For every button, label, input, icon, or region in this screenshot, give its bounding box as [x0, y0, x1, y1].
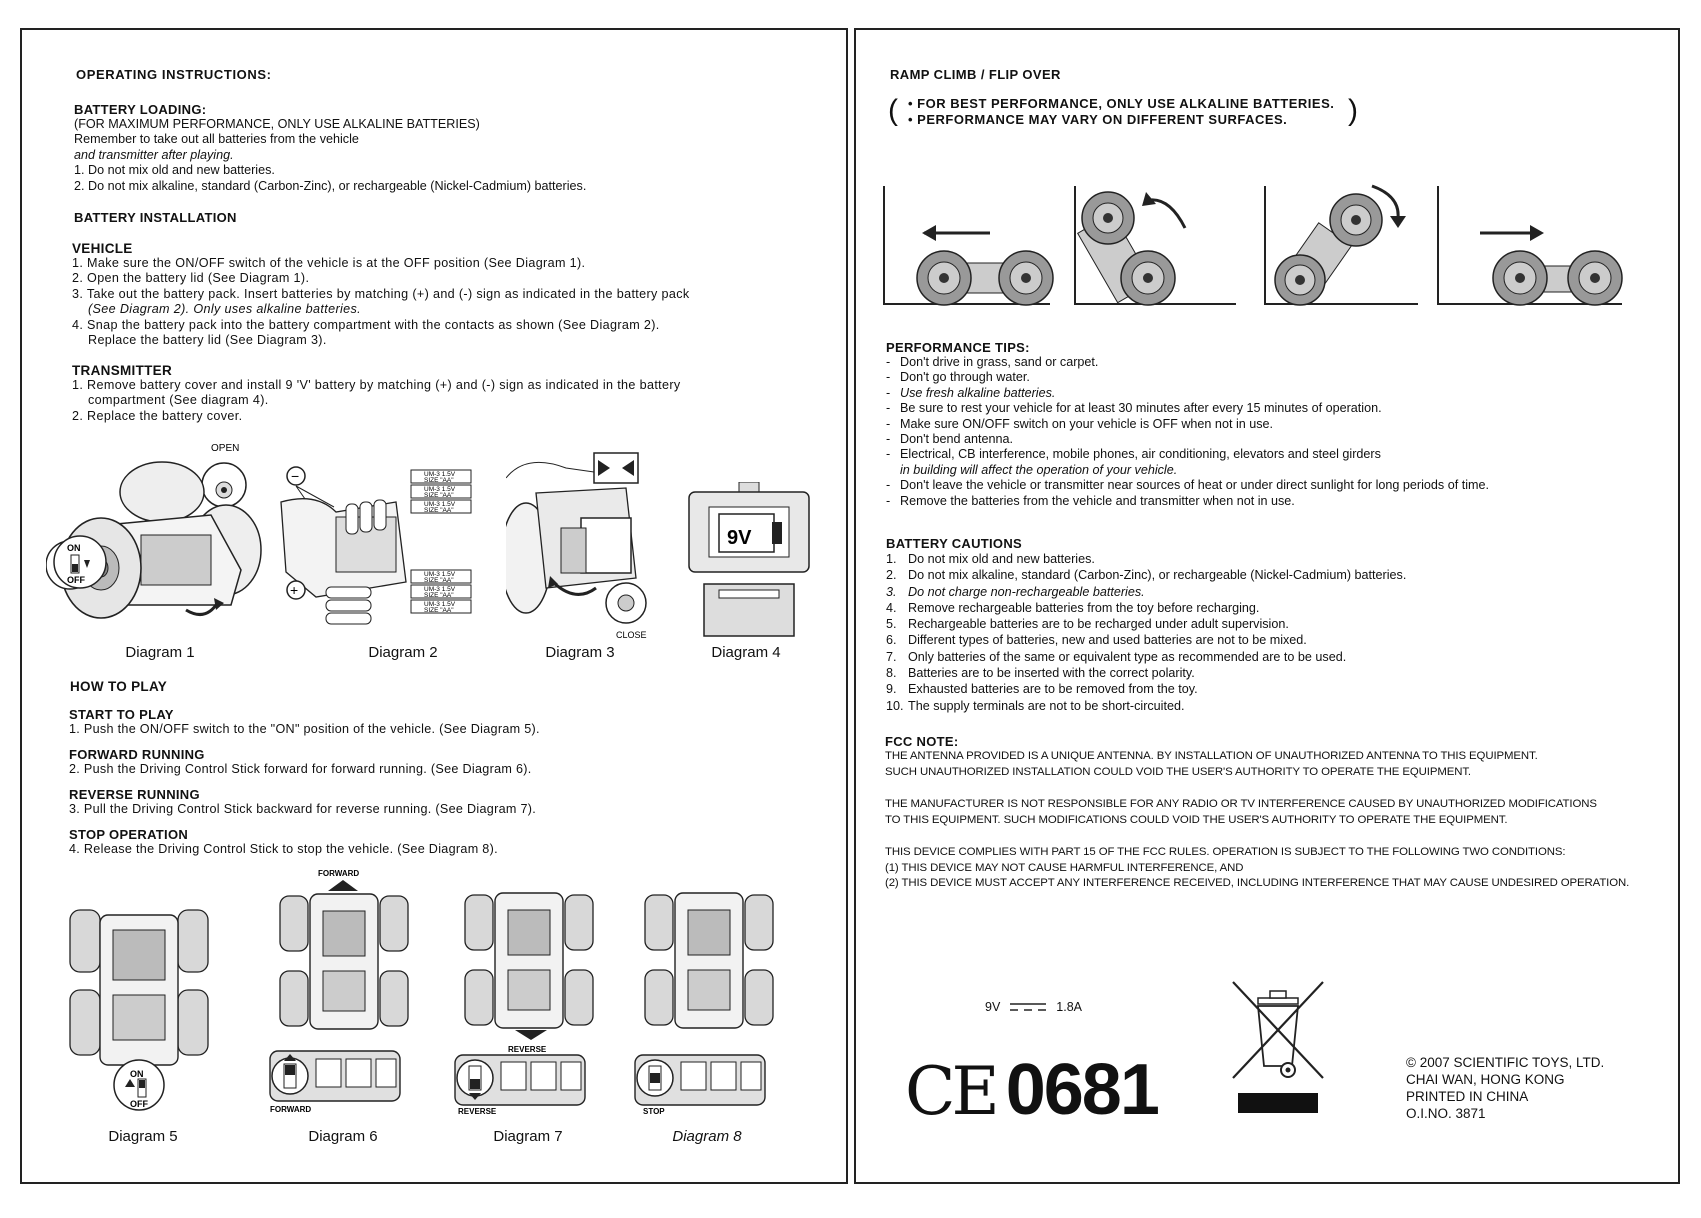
- diagram-4-illustration: [684, 482, 814, 640]
- fcc-para-2: THE MANUFACTURER IS NOT RESPONSIBLE FOR ANY RADIO OR TV INTERFERENCE CAUSED BY UNAUTHORIZED MODIFICATIONS TO THIS EQUIPMENT. SUCH MODIFICATIONS COULD VOID THE USER'S AUTHORITY TO OPERATE THE EQUIPMENT.: [885, 798, 1597, 826]
- nine-v-battery-label: 9V: [727, 527, 752, 549]
- ramp-frame-2: [1075, 186, 1236, 305]
- battery-installation-heading: BATTERY INSTALLATION: [74, 210, 237, 225]
- operating-instructions-title: OPERATING INSTRUCTIONS:: [76, 67, 272, 82]
- transmitter-heading: TRANSMITTER: [72, 363, 173, 378]
- battery-label-5b: SIZE "AA": [424, 592, 454, 599]
- dc-symbol-icon: [1008, 1001, 1048, 1013]
- battery-label-6a: UM-3 1.5V: [424, 601, 456, 608]
- performance-tips-list: - Don't drive in grass, sand or carpet. - Don't go through water. - Use fresh alkaline batteries. - Be sure to rest your vehicle for at least 30 minutes after every 15 minutes of operation. - Make sure ON/OFF switch on your vehicle is OFF when not in use. - Don't bend antenna. - Electrical, CB interference, mobile phones, air conditioning, elevators and steel girders in building will affect the operation of your vehicle. - Don't leave the vehicle or transmitter near sources of heat or under direct sunlight for long periods of time. - Remove the batteries from the vehicle and transmitter when not in use.: [886, 355, 1490, 508]
- start-to-play-section: START TO PLAY 1. Push the ON/OFF switch to the "ON" position of the vehicle. (See Diagram 5).: [69, 707, 540, 736]
- caption-diagram-6: Diagram 6: [308, 1128, 378, 1145]
- battery-label-5a: UM-3 1.5V: [424, 586, 456, 593]
- diagram-1-illustration: [46, 440, 266, 645]
- vehicle-heading: VEHICLE: [72, 241, 133, 256]
- ramp-climb-title: RAMP CLIMB / FLIP OVER: [890, 67, 1061, 82]
- crossed-out-bin-icon: [1228, 978, 1328, 1118]
- battery-label-6b: SIZE "AA": [424, 607, 454, 614]
- caption-diagram-2: Diagram 2: [368, 644, 438, 661]
- battery-label-2a: UM-3 1.5V: [424, 486, 456, 493]
- diagram-8-illustration: [633, 890, 783, 1116]
- battery-cautions-section: [886, 536, 1406, 714]
- stop-operation-section: STOP OPERATION 4. Release the Driving Control Stick to stop the vehicle. (See Diagram 8).: [69, 827, 498, 856]
- diagram-6-illustration: [268, 866, 418, 1116]
- battery-loading-text: (FOR MAXIMUM PERFORMANCE, ONLY USE ALKALINE BATTERIES) Remember to take out all batteries from the vehicle and transmitter after playing. 1. Do not mix old and new batteries. 2. Do not mix alkaline, standard (Carbon-Zinc), or rechargeable (Nickel-Cadmium) batteries.: [74, 117, 587, 193]
- off-label: OFF: [67, 575, 85, 585]
- caption-diagram-4: Diagram 4: [711, 644, 781, 661]
- reverse-label: REVERSE: [508, 1045, 547, 1054]
- battery-label-4b: SIZE "AA": [424, 577, 454, 584]
- caption-diagram-7: Diagram 7: [493, 1128, 563, 1145]
- forward-stick-label: FORWARD: [270, 1105, 312, 1114]
- power-rating: [985, 1000, 1082, 1014]
- fcc-para-1: THE ANTENNA PROVIDED IS A UNIQUE ANTENNA. BY INSTALLATION OF UNAUTHORIZED ANTENNA TO THIS EQUIPMENT. SUCH UNAUTHORIZED INSTALLATION COULD VOID THE USER'S AUTHORITY TO OPERATE THE EQUIPMENT.: [885, 750, 1538, 778]
- vehicle-section: [72, 241, 690, 348]
- performance-tips-heading: PERFORMANCE TIPS:: [886, 340, 1030, 355]
- battery-label-3a: UM-3 1.5V: [424, 501, 456, 508]
- close-label: CLOSE: [616, 630, 647, 640]
- ce-number: 0681: [1005, 1050, 1158, 1130]
- transmitter-section: [72, 363, 681, 424]
- performance-notes: [888, 94, 1358, 128]
- battery-label-4a: UM-3 1.5V: [424, 571, 456, 578]
- power-current: 1.8A: [1056, 1000, 1083, 1014]
- note-surfaces: • PERFORMANCE MAY VARY ON DIFFERENT SURFACES.: [908, 112, 1288, 127]
- forward-running-section: FORWARD RUNNING 2. Push the Driving Control Stick forward for forward running. (See Diagram 6).: [69, 747, 532, 776]
- right-parenthesis: ): [1348, 94, 1358, 127]
- on-label-2: ON: [130, 1069, 144, 1079]
- forward-label: FORWARD: [318, 869, 360, 878]
- ramp-frame-4: [1438, 186, 1622, 305]
- open-label: OPEN: [211, 443, 240, 454]
- performance-tips-section: [886, 340, 1489, 509]
- note-alkaline: • FOR BEST PERFORMANCE, ONLY USE ALKALINE BATTERIES.: [908, 96, 1335, 111]
- minus-sign-icon: −: [291, 468, 300, 484]
- battery-label-2b: SIZE "AA": [424, 492, 454, 499]
- on-label: ON: [67, 543, 81, 553]
- diagram-5-illustration: [68, 905, 218, 1117]
- caption-diagram-3: Diagram 3: [545, 644, 615, 661]
- stop-label: STOP: [643, 1107, 665, 1116]
- ramp-climb-illustration: [880, 178, 1640, 312]
- diagram-7-illustration: [453, 890, 603, 1116]
- oi-number-line: O.I.NO. 3871: [1406, 1106, 1486, 1121]
- battery-loading-heading: BATTERY LOADING:: [74, 102, 207, 117]
- caption-diagram-8: Diagram 8: [672, 1128, 742, 1145]
- fcc-para-3: THIS DEVICE COMPLIES WITH PART 15 OF THE FCC RULES. OPERATION IS SUBJECT TO THE FOLLOWING TWO CONDITIONS: (1) THIS DEVICE MAY NOT CAUSE HARMFUL INTERFERENCE, AND (2) THIS DEVICE MUST ACCEPT ANY INTERFERENCE RECEIVED, INCLUDING INTERFERENCE THAT MAY CAUSE UNDESIRED OPERATION.: [885, 846, 1630, 889]
- vehicle-text: 1. Make sure the ON/OFF switch of the vehicle is at the OFF position (See Diagram 1). 2. Open the battery lid (See Diagram 1). 3. Take out the battery pack. Insert batteries by matching (+) and (-) sign as indicated in the battery pack (See Diagram 2). Only uses alkaline batteries. 4. Snap the battery pack into the battery compartment with the contacts as shown (See Diagram 2). Replace the battery lid (See Diagram 3).: [72, 256, 690, 348]
- battery-cautions-list: 1. Do not mix old and new batteries. 2. Do not mix alkaline, standard (Carbon-Zinc), or rechargeable (Nickel-Cadmium) batteries. 3. Do not charge non-rechargeable batteries. 4. Remove rechargeable batteries from the toy before recharging. 5. Rechargeable batteries are to be recharged under adult supervision. 6. Different types of batteries, new and used batteries are not to be mixed. 7. Only batteries of the same or equivalent type as recommended are to be used. 8. Batteries are to be inserted with the correct polarity. 9. Exhausted batteries are to be removed from the toy. 10. The supply terminals are not to be short-circuited.: [886, 552, 1407, 713]
- copyright-block: [1406, 1054, 1604, 1122]
- how-to-play-heading: HOW TO PLAY: [70, 679, 168, 694]
- copyright-line: © 2007 SCIENTIFIC TOYS, LTD.: [1406, 1055, 1605, 1070]
- caption-diagram-1: Diagram 1: [125, 644, 195, 661]
- printed-in-line: PRINTED IN CHINA: [1406, 1089, 1529, 1104]
- caption-diagram-5: Diagram 5: [108, 1128, 178, 1145]
- diagram-2-illustration: [276, 462, 488, 642]
- transmitter-text: 1. Remove battery cover and install 9 'V' battery by matching (+) and (-) sign as indicated in the battery compartment (See diagram 4). 2. Replace the battery cover.: [72, 378, 681, 423]
- battery-cautions-heading: BATTERY CAUTIONS: [886, 536, 1023, 551]
- battery-label-1b: SIZE "AA": [424, 477, 454, 484]
- off-label-2: OFF: [130, 1099, 148, 1109]
- fcc-note-section: [885, 734, 1629, 892]
- ce-mark: [905, 1050, 1158, 1132]
- ramp-frame-3: [1265, 186, 1418, 305]
- power-voltage: 9V: [985, 1000, 1001, 1014]
- address-line: CHAI WAN, HONG KONG: [1406, 1072, 1565, 1087]
- battery-loading-section: [74, 102, 586, 194]
- fcc-note-heading: FCC NOTE:: [885, 734, 959, 749]
- left-parenthesis: (: [888, 94, 898, 127]
- battery-label-1a: UM-3 1.5V: [424, 471, 456, 478]
- reverse-running-section: REVERSE RUNNING 3. Pull the Driving Control Stick backward for reverse running. (See Diagram 7).: [69, 787, 537, 816]
- plus-sign-icon: +: [290, 582, 299, 598]
- diagram-3-illustration: [506, 448, 666, 644]
- battery-label-3b: SIZE "AA": [424, 507, 454, 514]
- ramp-frame-1: [884, 186, 1053, 305]
- reverse-stick-label: REVERSE: [458, 1107, 497, 1116]
- ce-logo-icon: CE: [905, 1053, 996, 1130]
